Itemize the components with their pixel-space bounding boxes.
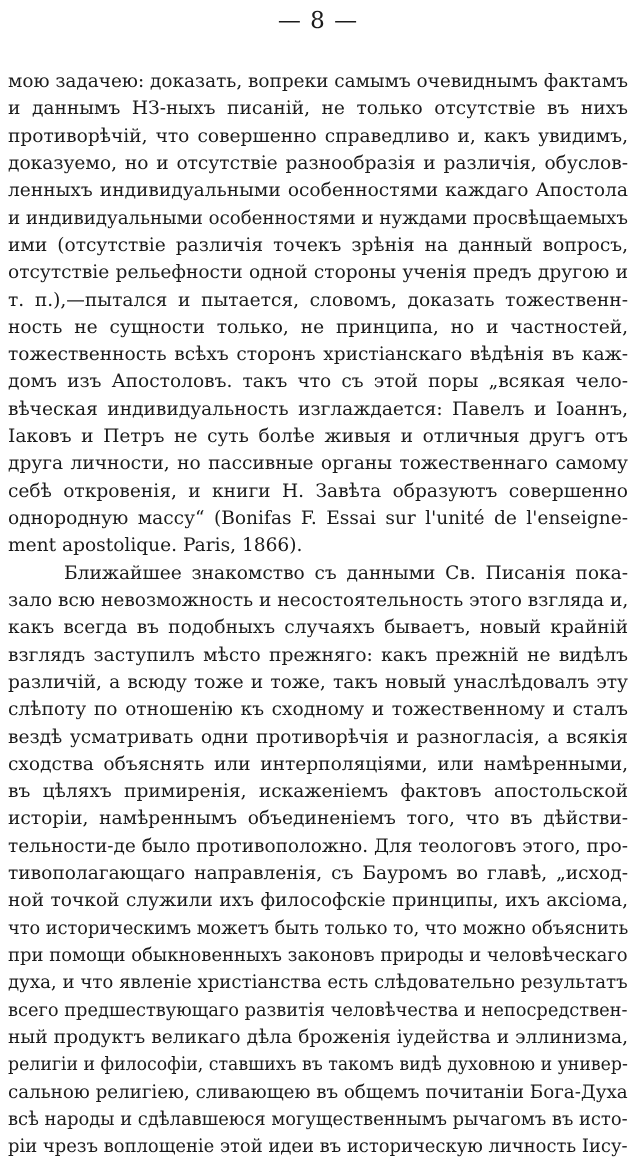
text-line: ной точкой служили ихъ философскіе принципы, ихъ аксіома, [8, 890, 628, 912]
text-line: Іаковъ и Петръ не суть болѣе живыя и отличныя другъ отъ [8, 426, 628, 448]
text-line: себѣ откровенія, и книги Н. Завѣта образуютъ совершенно [8, 480, 628, 502]
body-text [8, 68, 628, 1161]
text-line: тивополагающаго направленія, съ Бауромъ во главѣ, „исход- [8, 863, 628, 885]
text-line: зало всю невозможность и несостоятельность этого взгляда и, [8, 589, 629, 611]
text-line: сальною религіею, сливающею въ общемъ почитаніи Бога-Духа [8, 1081, 628, 1103]
text-line: ment apostolique. Paris, 1866). [8, 535, 303, 557]
text-line: ность не сущности только, не принципа, но и частностей, [8, 316, 628, 338]
text-line: что историческимъ можетъ быть только то, что можно объяснить [8, 917, 629, 939]
text-line: мою задачею: доказать, вопреки самымъ очевиднымъ фактамъ [8, 71, 628, 92]
paragraph-start-line: Ближайшее знакомство съ данными Св. Писанія пока- [64, 562, 628, 584]
text-line: слѣпоту по отношенію къ сходному и тожественному и сталъ [8, 699, 628, 721]
text-line: вездѣ усматривать одни противорѣчія и разногласія, а всякія [8, 726, 628, 748]
page-number: — 8 — [277, 8, 359, 34]
text-line: какъ всегда въ подобныхъ случаяхъ бываетъ, новый крайній [8, 617, 628, 639]
text-line: противорѣчій, что совершенно справедливо и, какъ увидимъ, [8, 125, 628, 147]
text-line: и индивидуальными особенностями и нуждами просвѣщаемыхъ [8, 207, 628, 229]
text-line: въ цѣляхъ примиренія, искаженіемъ фактовъ апостольской [8, 781, 628, 803]
text-line: ріи чрезъ воплощеніе этой идеи въ историческую личность Іису- [8, 1136, 628, 1158]
text-line: сходства объяснять или интерполяціями, или намѣренными, [8, 753, 628, 775]
text-line: всѣ народы и сдѣлавшеюся могущественнымъ рычагомъ въ исто- [8, 1108, 628, 1130]
text-line: ленныхъ индивидуальными особенностями каждаго Апостола [8, 180, 628, 202]
text-line: тельности-де было противоположно. Для теологовъ этого, про- [8, 835, 629, 857]
text-line: вѣческая индивидуальность изглаждается: Павелъ и Іоаннъ, [8, 398, 628, 420]
text-line: доказуемо, но и отсутствіе разнообразія и различія, обуслов- [8, 152, 628, 174]
text-line: однородную массу“ (Bonifas F. Essai sur l'unité de l'enseigne- [8, 508, 628, 529]
text-line: друга личности, но пассивные органы тожественнаго самому [8, 453, 628, 475]
text-line: различій, а всюду тоже и тоже, такъ новый унаслѣдовалъ эту [8, 671, 628, 693]
text-line: религіи и философіи, ставшихъ въ такомъ видѣ духовною и универ- [8, 1054, 628, 1076]
text-line: домъ изъ Апостоловъ. такъ что съ этой поры „всякая чело- [8, 371, 628, 393]
text-line: исторіи, намѣреннымъ объединеніемъ того, что въ дѣйстви- [8, 808, 628, 830]
text-line: отсутствіе рельефности одной стороны ученія предъ другою и [8, 262, 628, 284]
text-line: всего предшествующаго развитія человѣчества и непосредствен- [8, 999, 628, 1021]
text-line: при помощи обыкновенныхъ законовъ природы и человѣческаго [8, 945, 628, 966]
text-line: ими (отсутствіе различія точекъ зрѣнія на данный вопросъ, [8, 234, 628, 256]
text-line: духа, и что явленіе христіанства есть слѣдовательно результатъ [8, 972, 628, 994]
text-line: и даннымъ НЗ-ныхъ писаній, не только отсутствіе въ нихъ [8, 98, 628, 120]
text-line: ный продуктъ великаго дѣла броженія іудейства и эллинизма, [8, 1026, 628, 1048]
text-line: взглядъ заступилъ мѣсто прежняго: какъ прежній не видѣлъ [8, 644, 628, 666]
text-line: т. п.),—пытался и пытается, словомъ, доказать тожественн- [8, 289, 628, 311]
text-line: тожественность всѣхъ сторонъ христіанскаго вѣдѣнія въ каж- [8, 344, 628, 366]
